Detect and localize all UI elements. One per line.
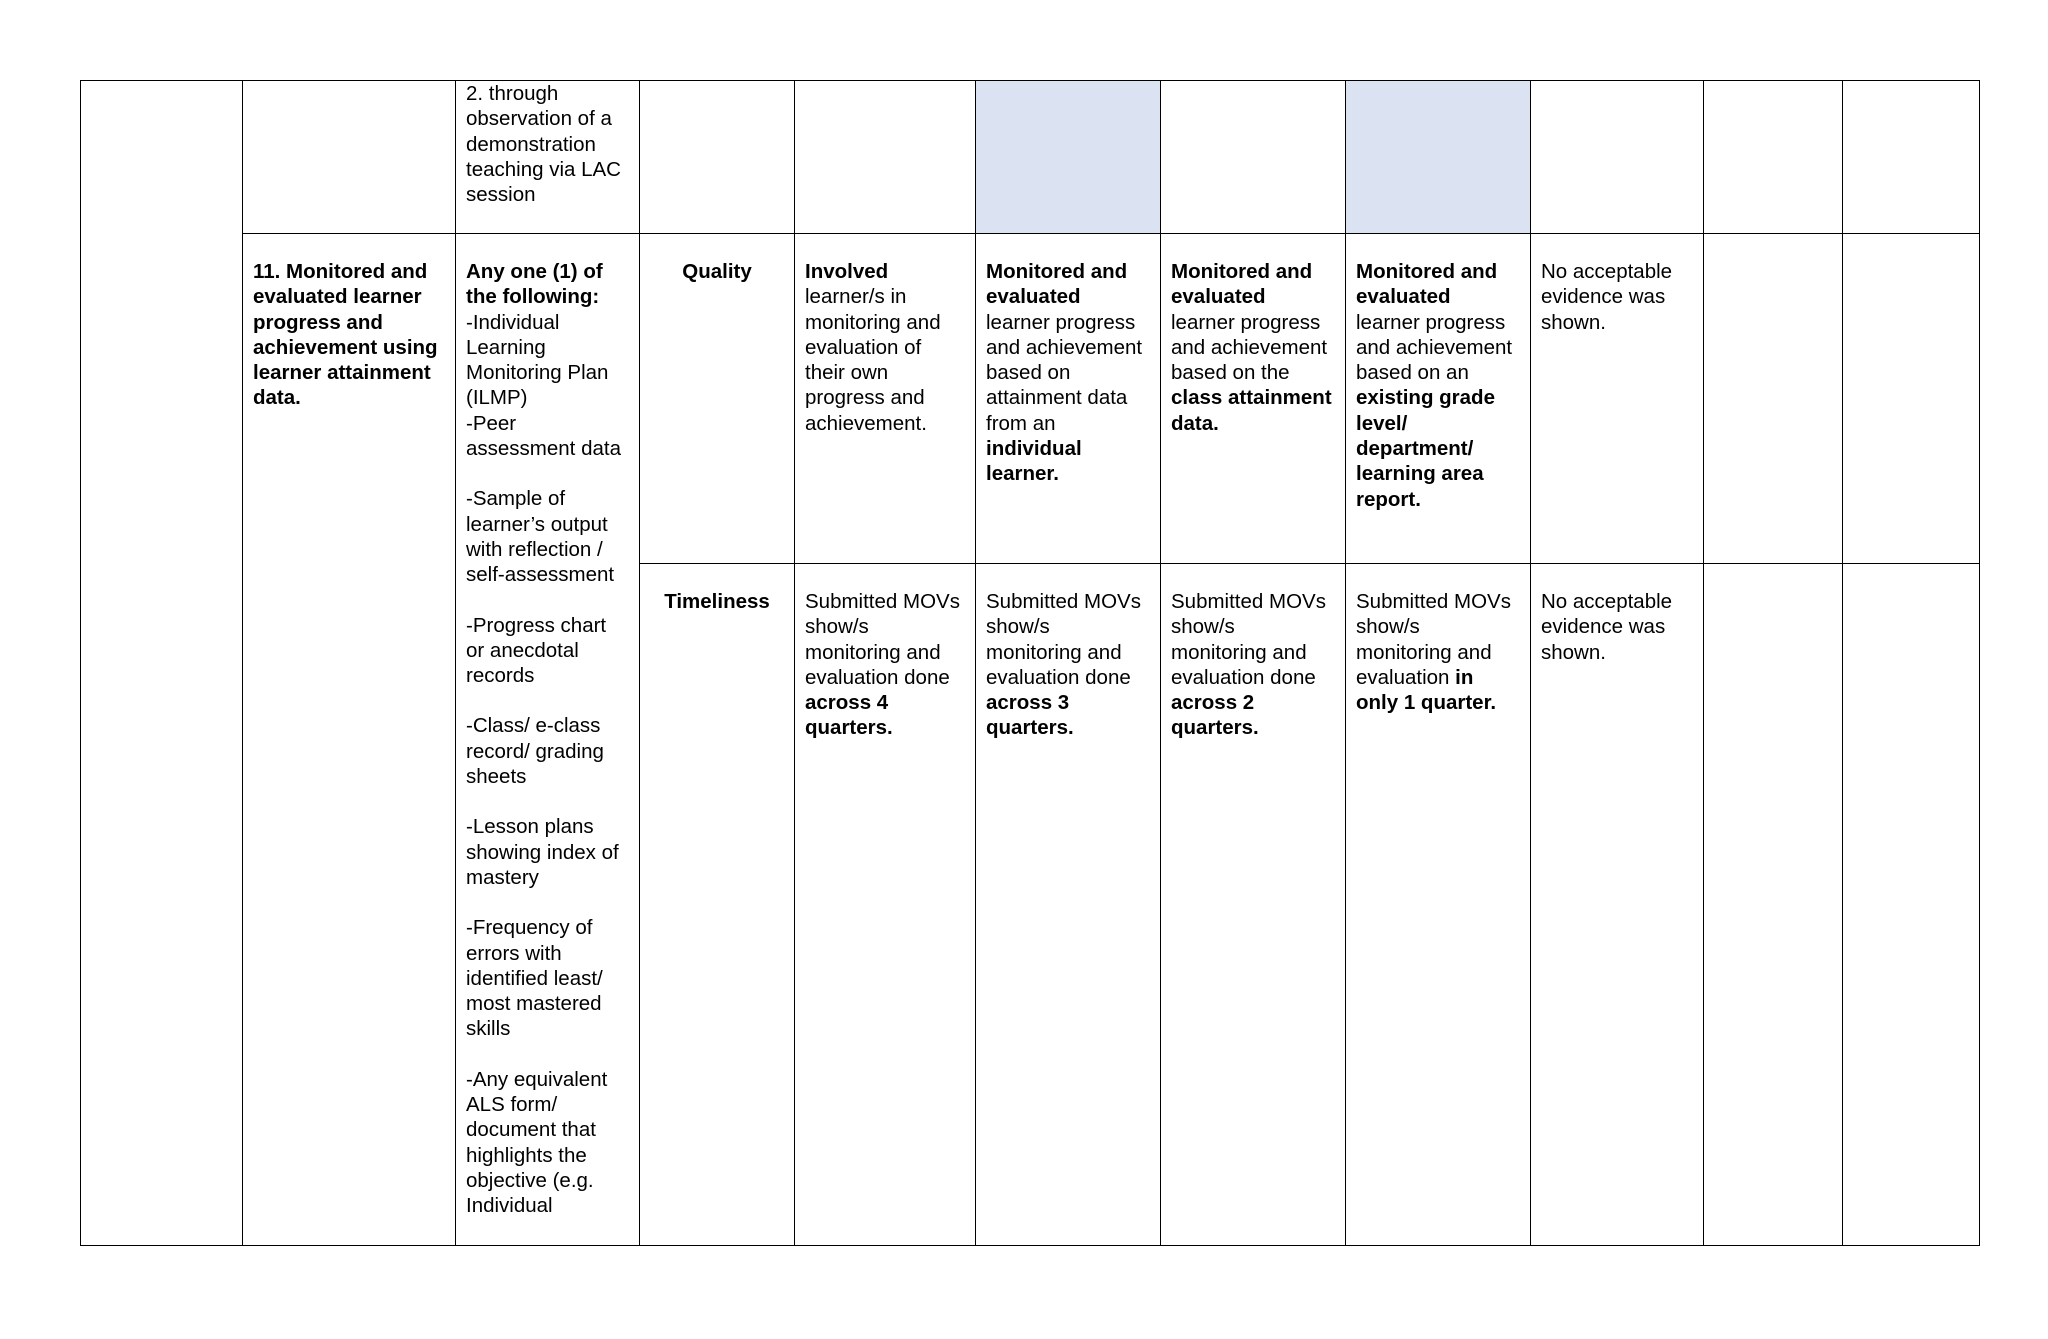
- mov-item: -Progress chart or anecdotal records: [466, 613, 607, 688]
- rating-bold: in only 1 quarter.: [1356, 665, 1497, 715]
- timeliness-extra-1: [1704, 564, 1843, 1246]
- timeliness-rating-2: [1346, 564, 1531, 1246]
- objective-cell: [243, 234, 456, 1246]
- rating-text: Submitted MOVs show/s monitoring and evaluation done: [1171, 590, 1326, 689]
- rating-bold: individual learner.: [986, 437, 1082, 486]
- mov-cell: [456, 234, 640, 1246]
- criteria-label: Quality: [682, 260, 752, 283]
- timeliness-extra-2: [1843, 564, 1980, 1246]
- quality-rating-5: [795, 234, 976, 564]
- mov-item: -Sample of learner’s output with reflection / self-assessment: [466, 487, 615, 587]
- timeliness-rating-4: [976, 564, 1161, 1246]
- rating-text: Submitted MOVs show/s monitoring and evaluation done: [805, 590, 960, 689]
- mov-item: -Lesson plans showing index of mastery: [466, 815, 619, 889]
- rating-bold: Monitored and evaluated: [1171, 260, 1313, 309]
- rating-5-cell-prev: [795, 81, 976, 234]
- quality-rating-2: [1346, 234, 1531, 564]
- extra-cell-prev-1: [1704, 81, 1843, 234]
- rating-bold: class attainment data.: [1171, 386, 1332, 435]
- rating-bold: Monitored and evaluated: [1356, 260, 1498, 309]
- quality-rating-1: [1531, 234, 1704, 564]
- criteria-quality: [640, 234, 795, 564]
- rating-text: No acceptable evidence was shown.: [1541, 590, 1673, 664]
- quality-rating-3: [1161, 234, 1346, 564]
- mov-item: -Frequency of errors with identified least/ most mastered skills: [466, 916, 603, 1041]
- rating-bold: across 3 quarters.: [986, 691, 1074, 740]
- rating-bold: Involved: [805, 260, 889, 283]
- rating-text: Submitted MOVs show/s monitoring and evaluation: [1356, 590, 1511, 689]
- rating-bold: across 2 quarters.: [1171, 691, 1259, 740]
- quality-rating-4: [976, 234, 1161, 564]
- criteria-timeliness: [640, 564, 795, 1246]
- rating-bold: existing grade level/ department/ learning area report.: [1356, 386, 1495, 511]
- criteria-label: Timeliness: [664, 590, 770, 613]
- rating-text: learner progress and achievement based on attainment data from an: [986, 310, 1143, 435]
- mov-item: -Individual Learning Monitoring Plan (ILMP) -Peer assessment data: [466, 310, 621, 461]
- rating-text: learner progress and achievement based on an: [1356, 310, 1513, 385]
- mov-heading: Any one (1) of the following:: [466, 260, 603, 309]
- rating-3-cell-prev: [1161, 81, 1346, 234]
- mov-continuation-text: 2. through observation of a demonstration teaching via LAC session: [466, 82, 621, 207]
- table-row-continuation: [81, 81, 1980, 234]
- timeliness-rating-3: [1161, 564, 1346, 1246]
- kra-cell: [81, 81, 243, 1246]
- quality-extra-1: [1704, 234, 1843, 564]
- extra-cell-prev-2: [1843, 81, 1980, 234]
- rating-text: learner progress and achievement based on the: [1171, 310, 1328, 385]
- rating-4-cell-prev-shaded: [976, 81, 1161, 234]
- timeliness-rating-5: [795, 564, 976, 1246]
- timeliness-rating-1: [1531, 564, 1704, 1246]
- quality-extra-2: [1843, 234, 1980, 564]
- table-row-quality: [81, 234, 1980, 564]
- mov-item: -Class/ e-class record/ grading sheets: [466, 714, 604, 789]
- rubric-table: [80, 80, 1980, 1246]
- criteria-cell-prev: [640, 81, 795, 234]
- rating-bold: Monitored and evaluated: [986, 260, 1128, 309]
- rating-text: learner/s in monitoring and evaluation of their own progress and achievement.: [805, 285, 941, 435]
- rating-bold: across 4 quarters.: [805, 691, 893, 740]
- objective-cell-prev: [243, 81, 456, 234]
- rating-text: Submitted MOVs show/s monitoring and evaluation done: [986, 590, 1141, 689]
- mov-item: -Any equivalent ALS form/ document that highlights the objective (e.g. Individual: [466, 1067, 608, 1218]
- mov-cell-prev: [456, 81, 640, 234]
- rating-text: No acceptable evidence was shown.: [1541, 260, 1673, 334]
- rating-1-cell-prev: [1531, 81, 1704, 234]
- objective-title: 11. Monitored and evaluated learner progress and achievement using learner attainment data.: [253, 260, 438, 410]
- rating-2-cell-prev-shaded: [1346, 81, 1531, 234]
